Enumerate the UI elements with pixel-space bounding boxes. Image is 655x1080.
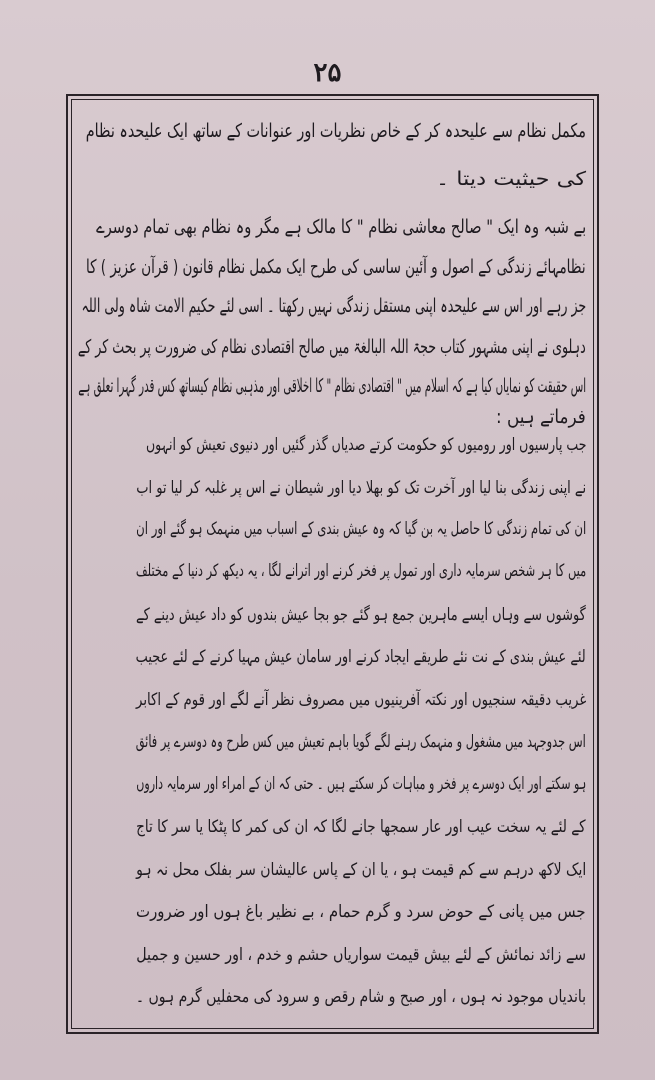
quote-line: اس جدوجہد میں مشغول و منہمک رہنے لگے گویا باہم تعیش میں کس طرح وہ دوسرے پر فائق (135, 732, 586, 752)
quote-line: لئے عیش بندی کے نت نئے طریقے ایجاد کرنے اور سامان عیش مہیا کرنے کے لئے عجیب (135, 647, 586, 667)
quote-line: کے لئے یہ سخت عیب اور عار سمجھا جانے لگا کہ ان کی کمر کا پٹکا یا سر کا تاج (136, 817, 586, 837)
quote-line: میں کا ہر شخص سرمایہ داری اور تمول پر فخر کرنے اور اترانے لگا ، یہ دیکھ کر دنیا کے مختلف (135, 561, 586, 581)
text-line: کی حیثیت دیتا ۔ (435, 168, 586, 190)
quote-line: جس میں پانی کے حوض سرد و گرم حمام ، بے نظیر باغ ہوں اور ضرورت (136, 902, 586, 922)
text-line: مکمل نظام سے علیحدہ کر کے خاص نظریات اور عنوانات کے ساتھ ایک علیحدہ نظام (85, 120, 586, 142)
text-line: جز رہے اور اس سے علیحدہ اپنی مستقل زندگی نہیں رکھتا ۔ اسی لئے حکیم الامت شاہ ولی اللہ (81, 295, 586, 317)
text-line: اس حقیقت کو نمایاں کیا ہے کہ اسلام میں " اقتصادی نظام " کا اخلاقی اور مذہبی نظام کیساتھ کس قدر گہرا تعلق ہے (78, 375, 586, 397)
quote-line: جب پارسیوں اور رومیوں کو حکومت کرتے صدیاں گذر گئیں اور دنیوی تعیش کو انہوں (145, 435, 586, 455)
text-line: فرماتے ہیں : (496, 406, 586, 428)
quote-line: غریب دقیقہ سنجیوں اور نکتہ آفرینیوں میں مصروف نظر آنے لگے اور قوم کے اکابر (135, 690, 586, 710)
quote-line: سے زائد نمائش کے لئے بیش قیمت سواریاں حشم و خدم ، اور حسین و جمیل (136, 945, 586, 965)
quote-line: نے اپنی زندگی بنا لیا اور آخرت تک کو بھلا دیا اور شیطان نے اس پر غلبہ کر لیا تو اب (136, 478, 586, 498)
text-line: بے شبہ وہ ایک " صالح معاشی نظام " کا مالک ہے مگر وہ نظام بھی تمام دوسرے (96, 216, 586, 238)
text-line: دہلوی نے اپنی مشہور کتاب حجۃ اللہ البالغۃ میں صالح اقتصادی نظام کی ضرورت پر بحث کر کے (78, 336, 586, 358)
body-text (78, 104, 586, 1019)
page-number: ۲۵ (313, 58, 342, 88)
quote-line: ان کی تمام زندگی کا حاصل یہ بن گیا کہ وہ عیش بندی کے اسباب میں منہمک ہو گئے اور ان (135, 519, 586, 539)
quote-line: باندیاں موجود نہ ہوں ، اور صبح و شام رقص و سرود کی محفلیں گرم ہوں ۔ (135, 987, 586, 1007)
quote-line: ایک لاکھ درہم سے کم قیمت ہو ، یا ان کے پاس عالیشان سر بفلک محل نہ ہو (135, 860, 586, 880)
text-line: نظامہائے زندگی کے اصول و آئین ساسی کی طرح ایک مکمل نظام قانون ( قرآن عزیز ) کا (86, 256, 586, 278)
quote-line: ہو سکتے اور ایک دوسرے پر فخر و مباہات کر سکتے ہیں ۔ حتی کہ ان کے امراء اور سرمایہ داروں (135, 774, 586, 794)
quote-line: گوشوں سے وہاں ایسے ماہرین جمع ہو گئے جو بجا عیش بندوں کو داد عیش دینے کے (136, 605, 586, 625)
